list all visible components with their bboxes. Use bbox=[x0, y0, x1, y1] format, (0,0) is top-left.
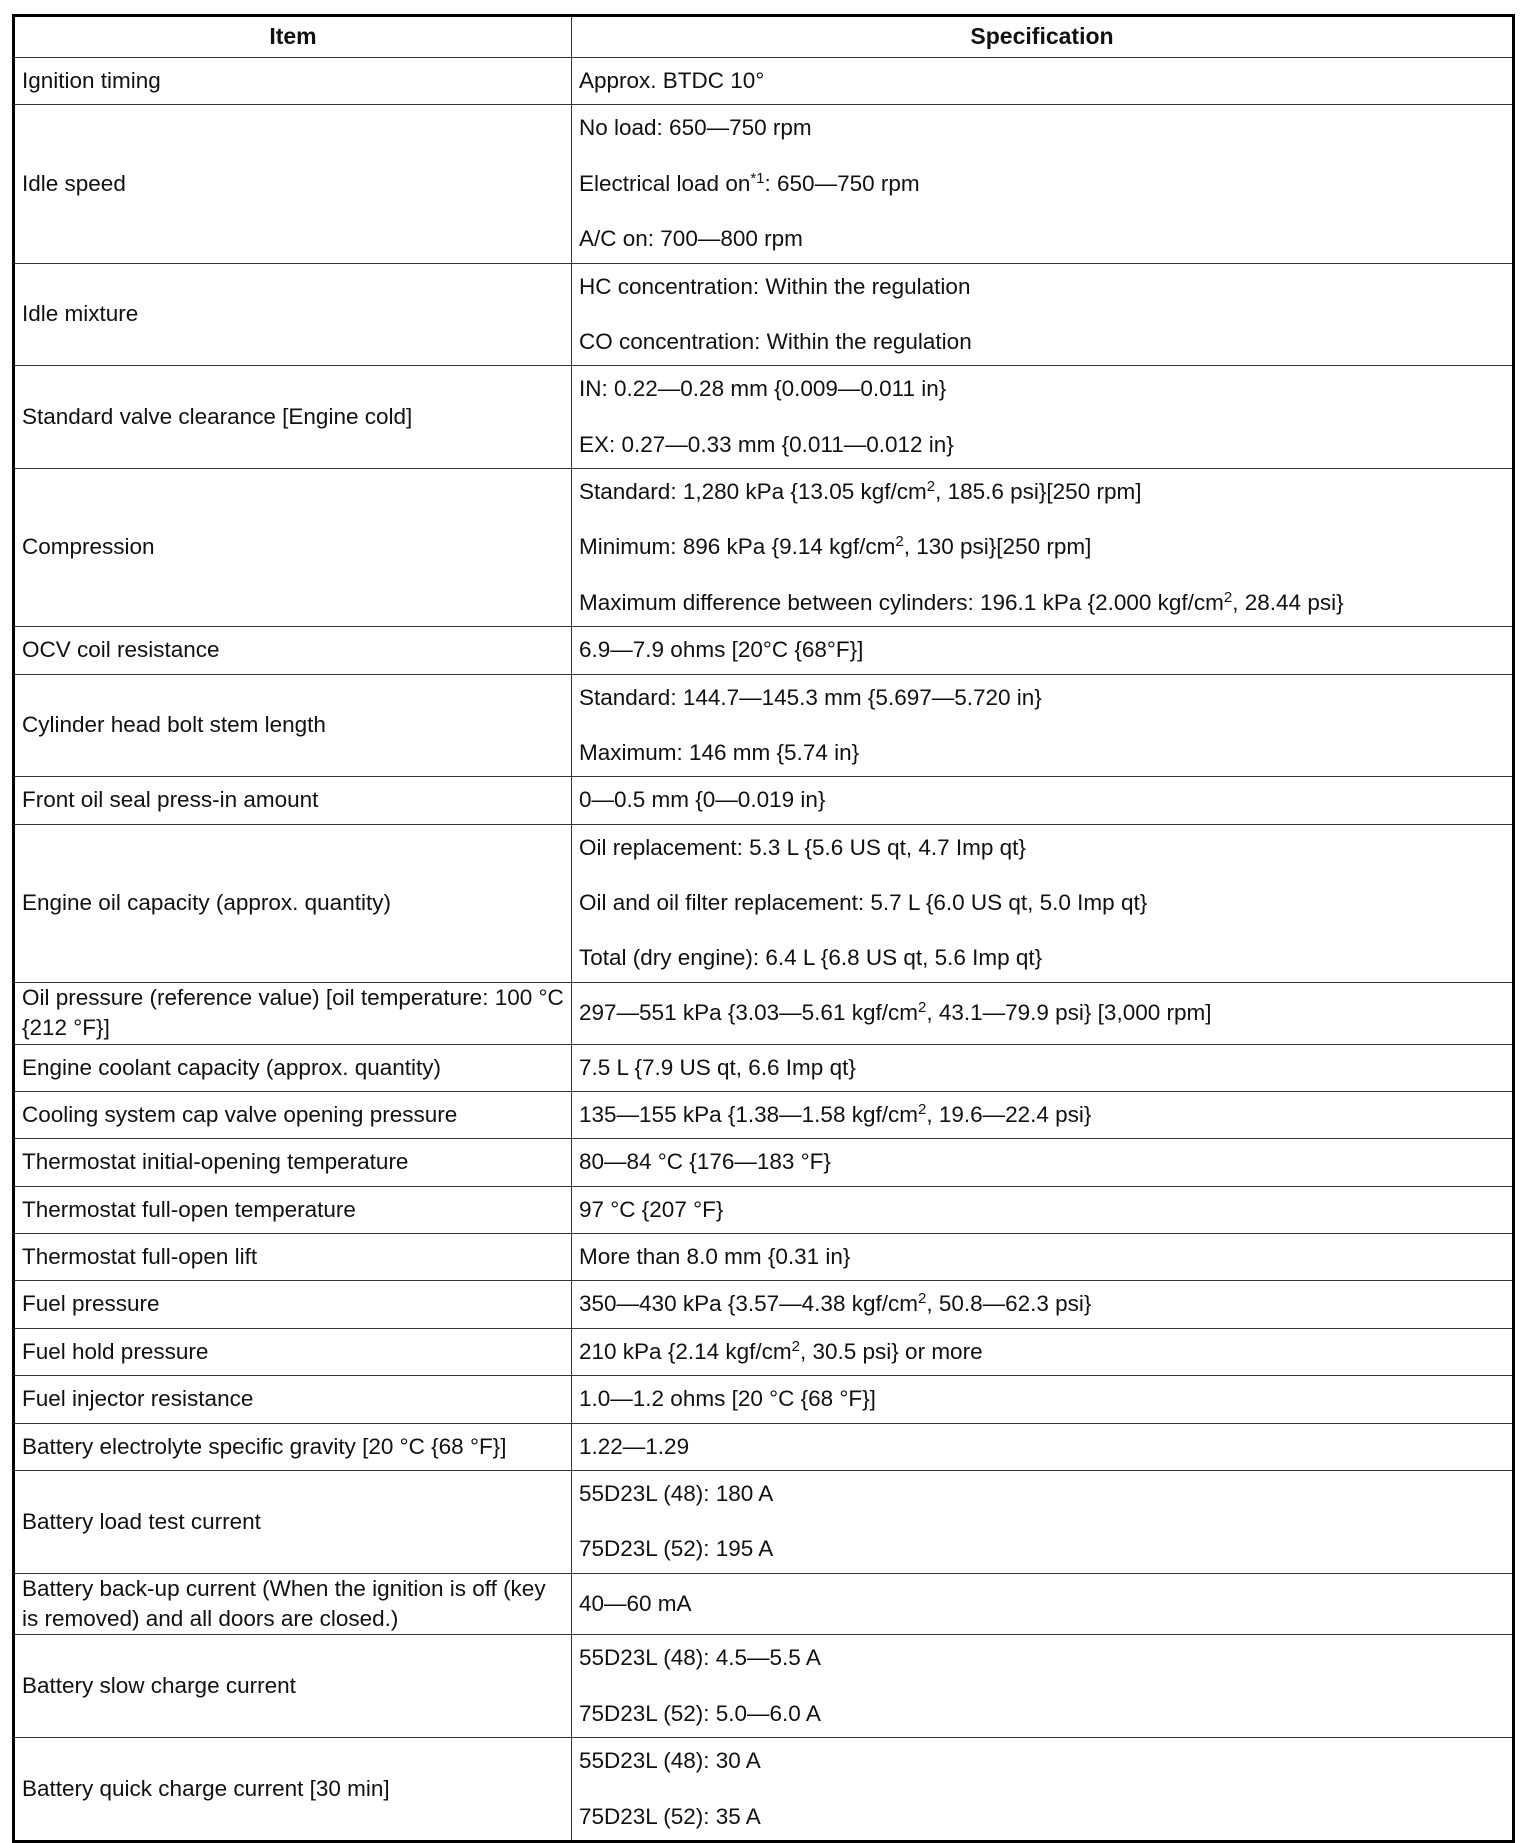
item-cell: Compression bbox=[14, 469, 572, 627]
specification-line bbox=[579, 327, 1505, 357]
specification-line bbox=[579, 1053, 1505, 1083]
item-cell: Front oil seal press-in amount bbox=[14, 777, 572, 824]
specification-text: 297—551 kPa {3.03—5.61 kgf/cm bbox=[579, 999, 918, 1025]
specification-cell bbox=[572, 1328, 1514, 1375]
specification-line bbox=[579, 1432, 1505, 1462]
specification-text: 55D23L (48): 180 A bbox=[579, 1480, 774, 1506]
table-row bbox=[14, 469, 1514, 627]
specification-text: 7.5 L {7.9 US qt, 6.6 Imp qt} bbox=[579, 1054, 856, 1080]
header-row bbox=[14, 16, 1514, 58]
table-row bbox=[14, 674, 1514, 777]
specification-text-suffix: , 30.5 psi} or more bbox=[799, 1338, 983, 1364]
specification-text: HC concentration: Within the regulation bbox=[579, 273, 971, 299]
item-cell: Battery quick charge current [30 min] bbox=[14, 1738, 572, 1842]
item-cell: Thermostat initial-opening temperature bbox=[14, 1139, 572, 1186]
specification-text: 75D23L (52): 35 A bbox=[579, 1803, 761, 1829]
table-row bbox=[14, 1573, 1514, 1635]
specification-line bbox=[579, 169, 1505, 199]
superscript: 2 bbox=[917, 1290, 927, 1308]
specification-line bbox=[579, 998, 1505, 1028]
superscript: 2 bbox=[791, 1337, 800, 1355]
specification-text: Oil replacement: 5.3 L {5.6 US qt, 4.7 Imp qt} bbox=[579, 834, 1026, 860]
item-cell: Fuel hold pressure bbox=[14, 1328, 572, 1375]
specification-line bbox=[579, 1289, 1505, 1319]
specification-line bbox=[579, 588, 1505, 618]
item-cell: Idle speed bbox=[14, 105, 572, 263]
specification-line bbox=[579, 943, 1505, 973]
specification-text: 135—155 kPa {1.38—1.58 kgf/cm bbox=[579, 1101, 918, 1127]
specification-line bbox=[579, 1589, 1505, 1619]
specification-line bbox=[579, 374, 1505, 404]
specification-line bbox=[579, 635, 1505, 665]
superscript: 2 bbox=[926, 478, 936, 495]
specification-cell bbox=[572, 1234, 1514, 1281]
specification-text: CO concentration: Within the regulation bbox=[579, 328, 972, 354]
specification-cell bbox=[572, 1573, 1514, 1635]
table-row bbox=[14, 1376, 1514, 1423]
specification-text: 210 kPa {2.14 kgf/cm bbox=[579, 1338, 792, 1364]
specification-table bbox=[12, 14, 1515, 1843]
table-row bbox=[14, 982, 1514, 1044]
specification-cell bbox=[572, 263, 1514, 366]
specification-text: 80—84 °C {176—183 °F} bbox=[579, 1149, 831, 1175]
specification-line bbox=[579, 1100, 1505, 1130]
item-cell: Battery slow charge current bbox=[14, 1635, 572, 1738]
specification-text: 1.0—1.2 ohms [20 °C {68 °F}] bbox=[579, 1386, 876, 1412]
specification-text: Oil and oil filter replacement: 5.7 L {6.0 US qt, 5.0 Imp qt} bbox=[579, 890, 1148, 915]
specification-line bbox=[579, 113, 1505, 143]
specification-cell bbox=[572, 1044, 1514, 1091]
superscript: 2 bbox=[917, 1100, 927, 1118]
specification-cell bbox=[572, 1281, 1514, 1328]
specification-text: More than 8.0 mm {0.31 in} bbox=[579, 1244, 851, 1269]
specification-cell bbox=[572, 824, 1514, 982]
specification-line bbox=[579, 1534, 1505, 1564]
specification-cell bbox=[572, 1091, 1514, 1138]
item-cell: Battery electrolyte specific gravity [20 °C {68 °F}] bbox=[14, 1423, 572, 1470]
specification-line bbox=[579, 430, 1505, 460]
item-cell: OCV coil resistance bbox=[14, 627, 572, 674]
superscript: *1 bbox=[750, 169, 765, 187]
table-row bbox=[14, 263, 1514, 366]
specification-text: 1.22—1.29 bbox=[579, 1433, 690, 1459]
table-row bbox=[14, 1139, 1514, 1186]
specification-text: 40—60 mA bbox=[579, 1590, 692, 1616]
specification-line bbox=[579, 477, 1505, 507]
superscript: 2 bbox=[1223, 588, 1233, 606]
specification-text: A/C on: 700—800 rpm bbox=[579, 226, 803, 252]
specification-text-suffix: , 50.8—62.3 psi} bbox=[926, 1291, 1092, 1317]
specification-line bbox=[579, 1147, 1505, 1177]
item-cell: Thermostat full-open lift bbox=[14, 1234, 572, 1281]
specification-text-suffix: , 19.6—22.4 psi} bbox=[926, 1101, 1092, 1127]
specification-cell bbox=[572, 1423, 1514, 1470]
column-header-specification: Specification bbox=[572, 16, 1514, 58]
item-cell: Fuel pressure bbox=[14, 1281, 572, 1328]
specification-text: Total (dry engine): 6.4 L {6.8 US qt, 5.6 Imp qt} bbox=[579, 945, 1043, 971]
specification-cell bbox=[572, 105, 1514, 263]
specification-cell bbox=[572, 1635, 1514, 1738]
specification-text-suffix: , 43.1—79.9 psi} [3,000 rpm] bbox=[926, 999, 1212, 1025]
specification-line bbox=[579, 785, 1505, 815]
specification-cell bbox=[572, 58, 1514, 105]
specification-cell bbox=[572, 777, 1514, 824]
item-cell: Battery load test current bbox=[14, 1470, 572, 1573]
table-row bbox=[14, 1738, 1514, 1842]
table-row bbox=[14, 1091, 1514, 1138]
table-row bbox=[14, 366, 1514, 469]
table-row bbox=[14, 1635, 1514, 1738]
specification-line bbox=[579, 1195, 1505, 1225]
specification-text-suffix: , 130 psi}[250 rpm] bbox=[903, 534, 1092, 560]
specification-cell bbox=[572, 1376, 1514, 1423]
specification-text: Standard: 1,280 kPa {13.05 kgf/cm bbox=[579, 479, 927, 504]
table-row bbox=[14, 777, 1514, 824]
specification-text-suffix: : 650—750 rpm bbox=[764, 170, 920, 196]
item-cell: Engine coolant capacity (approx. quantity) bbox=[14, 1044, 572, 1091]
specification-text: Approx. BTDC 10° bbox=[579, 68, 765, 93]
specification-text: 350—430 kPa {3.57—4.38 kgf/cm bbox=[579, 1291, 918, 1317]
table-row bbox=[14, 1281, 1514, 1328]
specification-text: Maximum difference between cylinders: 196.1 kPa {2.000 kgf/cm bbox=[579, 589, 1224, 615]
table-body bbox=[14, 58, 1514, 1842]
specification-cell bbox=[572, 366, 1514, 469]
specification-text: EX: 0.27—0.33 mm {0.011—0.012 in} bbox=[579, 431, 954, 457]
specification-text-suffix: , 185.6 psi}[250 rpm] bbox=[935, 479, 1142, 504]
specification-cell bbox=[572, 1470, 1514, 1573]
specification-text: Electrical load on bbox=[579, 170, 751, 196]
specification-line bbox=[579, 738, 1505, 768]
table-row bbox=[14, 1186, 1514, 1233]
specification-line bbox=[579, 66, 1505, 96]
specification-text: 0—0.5 mm {0—0.019 in} bbox=[579, 787, 826, 813]
item-cell: Engine oil capacity (approx. quantity) bbox=[14, 824, 572, 982]
specification-line bbox=[579, 683, 1505, 713]
specification-cell bbox=[572, 469, 1514, 627]
specification-text: 75D23L (52): 195 A bbox=[579, 1536, 774, 1562]
specification-line bbox=[579, 272, 1505, 302]
table-row bbox=[14, 1470, 1514, 1573]
item-cell: Thermostat full-open temperature bbox=[14, 1186, 572, 1233]
specification-line bbox=[579, 224, 1505, 254]
specification-line bbox=[579, 833, 1505, 863]
superscript: 2 bbox=[895, 533, 904, 551]
specification-line bbox=[579, 1337, 1505, 1367]
specification-cell bbox=[572, 1186, 1514, 1233]
specification-line bbox=[579, 1643, 1505, 1673]
specification-cell bbox=[572, 1139, 1514, 1186]
specification-text-suffix: , 28.44 psi} bbox=[1232, 589, 1344, 615]
specification-text: 55D23L (48): 4.5—5.5 A bbox=[579, 1645, 821, 1671]
specification-text: No load: 650—750 rpm bbox=[579, 115, 812, 141]
specification-line bbox=[579, 888, 1505, 918]
specification-text: 6.9—7.9 ohms [20°C {68°F}] bbox=[579, 637, 864, 663]
item-cell: Fuel injector resistance bbox=[14, 1376, 572, 1423]
specification-line bbox=[579, 532, 1505, 562]
specification-cell bbox=[572, 674, 1514, 777]
item-cell: Standard valve clearance [Engine cold] bbox=[14, 366, 572, 469]
table-row bbox=[14, 105, 1514, 263]
item-cell: Oil pressure (reference value) [oil temperature: 100 °C {212 °F}] bbox=[14, 982, 572, 1044]
specification-text: Standard: 144.7—145.3 mm {5.697—5.720 in} bbox=[579, 684, 1042, 710]
specification-text: IN: 0.22—0.28 mm {0.009—0.011 in} bbox=[579, 376, 947, 402]
specification-cell bbox=[572, 1738, 1514, 1842]
specification-text: Maximum: 146 mm {5.74 in} bbox=[579, 739, 860, 765]
specification-line bbox=[579, 1479, 1505, 1509]
item-cell: Ignition timing bbox=[14, 58, 572, 105]
column-header-item: Item bbox=[14, 16, 572, 58]
specification-text: 75D23L (52): 5.0—6.0 A bbox=[579, 1700, 821, 1726]
specification-line bbox=[579, 1746, 1505, 1776]
specification-text: Minimum: 896 kPa {9.14 kgf/cm bbox=[579, 534, 896, 560]
table-row bbox=[14, 824, 1514, 982]
specification-text: 97 °C {207 °F} bbox=[579, 1196, 724, 1222]
specification-line bbox=[579, 1699, 1505, 1729]
superscript: 2 bbox=[917, 998, 927, 1016]
specification-cell bbox=[572, 982, 1514, 1044]
item-cell: Battery back-up current (When the ignition is off (key is removed) and all doors are closed.) bbox=[14, 1573, 572, 1635]
item-cell: Idle mixture bbox=[14, 263, 572, 366]
table-row bbox=[14, 627, 1514, 674]
table-row bbox=[14, 1044, 1514, 1091]
item-cell: Cooling system cap valve opening pressure bbox=[14, 1091, 572, 1138]
table-row bbox=[14, 58, 1514, 105]
table-row bbox=[14, 1328, 1514, 1375]
specification-line bbox=[579, 1802, 1505, 1832]
specification-line bbox=[579, 1384, 1505, 1414]
table-row bbox=[14, 1423, 1514, 1470]
specification-line bbox=[579, 1242, 1505, 1272]
table-row bbox=[14, 1234, 1514, 1281]
item-cell: Cylinder head bolt stem length bbox=[14, 674, 572, 777]
specification-text: 55D23L (48): 30 A bbox=[579, 1748, 761, 1774]
specification-cell bbox=[572, 627, 1514, 674]
